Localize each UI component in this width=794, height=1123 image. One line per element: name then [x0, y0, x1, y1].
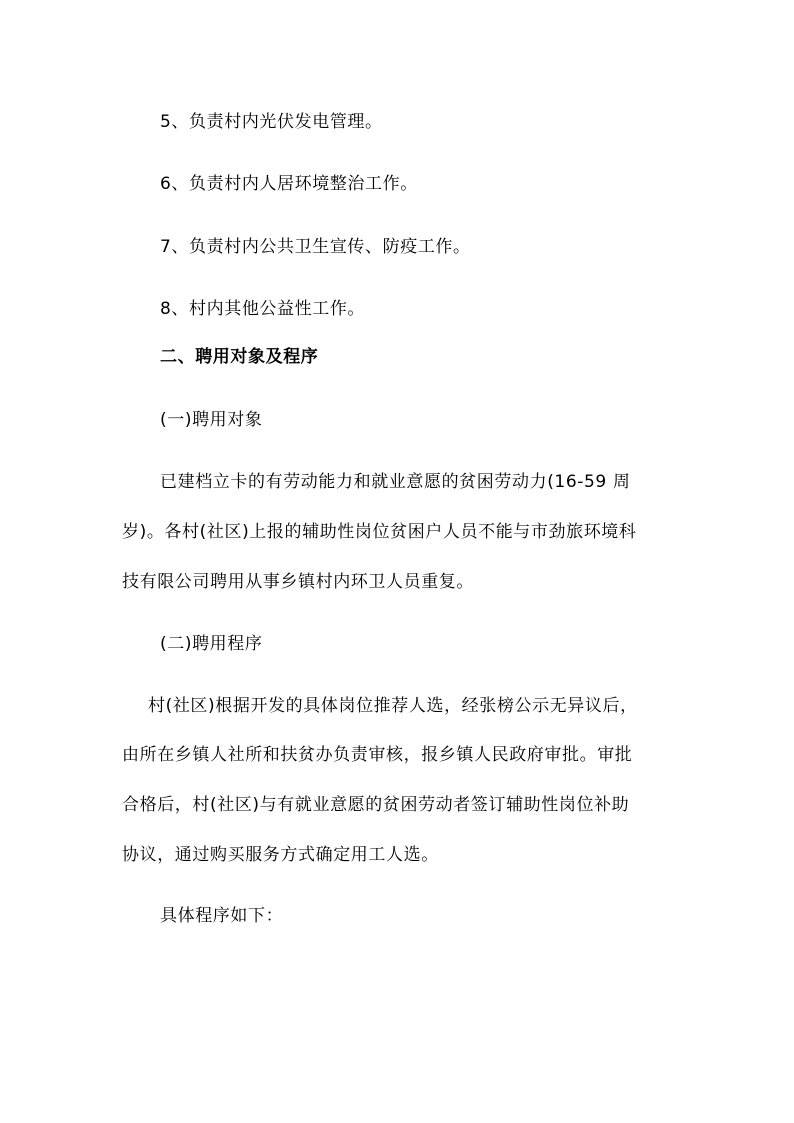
paragraph-line: 合格后，村(社区)与有就业意愿的贫困劳动者签订辅助性岗位补助 [122, 795, 630, 815]
subsection-title-targets: (一)聘用对象 [160, 410, 263, 430]
duty-item-6: 6、负责村内人居环境整治工作。 [160, 174, 418, 194]
duty-item-5: 5、负责村内光伏发电管理。 [160, 112, 383, 132]
duty-item-7: 7、负责村内公共卫生宣传、防疫工作。 [160, 237, 471, 257]
duty-item-8: 8、村内其他公益性工作。 [160, 299, 366, 319]
paragraph-line: 岁)。各村(社区)上报的辅助性岗位贫困户人员不能与市劲旅环境科 [122, 522, 637, 542]
paragraph-line: 村(社区)根据开发的具体岗位推荐人选，经张榜公示无异议后， [148, 696, 638, 716]
paragraph-line: 由所在乡镇人社所和扶贫办负责审核，报乡镇人民政府审批。审批 [122, 745, 633, 765]
section-heading: 二、聘用对象及程序 [160, 347, 319, 367]
closing-line: 具体程序如下： [160, 906, 284, 926]
subsection-title-procedure: (二)聘用程序 [160, 634, 263, 654]
paragraph-line: 技有限公司聘用从事乡镇村内环卫人员重复。 [122, 572, 474, 592]
paragraph-line: 协议，通过购买服务方式确定用工人选。 [122, 845, 439, 865]
paragraph-line: 已建档立卡的有劳动能力和就业意愿的贫困劳动力(16-59 周 [160, 472, 631, 492]
